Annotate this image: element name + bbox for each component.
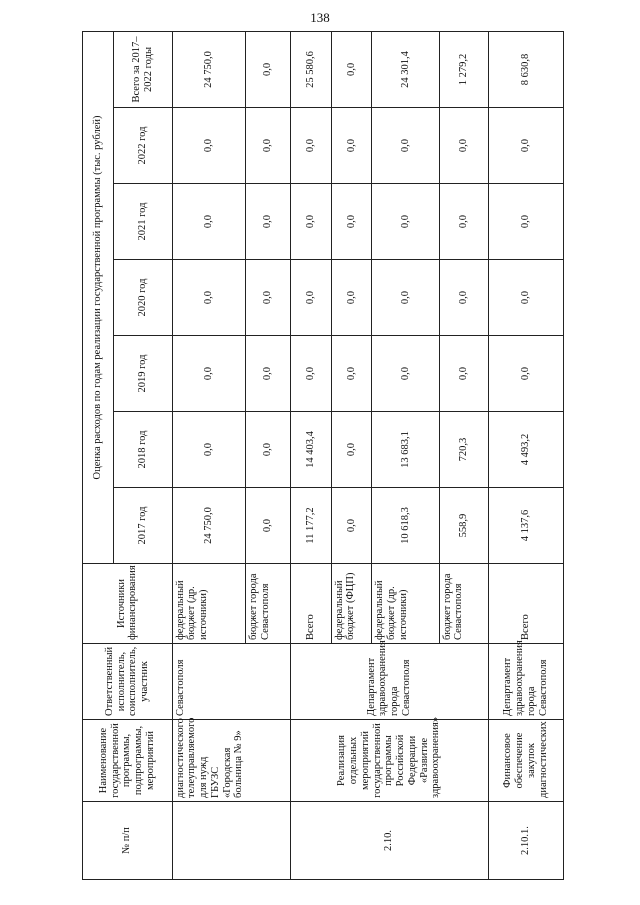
row-value: 0,0 [246, 336, 291, 412]
row-total: 0,0 [331, 31, 372, 107]
row-value: 0,0 [372, 260, 439, 336]
row-value: 0,0 [290, 336, 331, 412]
row-value: 0,0 [246, 412, 291, 488]
table-row [488, 31, 564, 879]
row-value: 0,0 [172, 336, 245, 412]
header-num: № п/п [83, 802, 173, 880]
row-value: 0,0 [488, 184, 564, 260]
row-num: 2.10.1. [488, 802, 564, 880]
row-value: 11 177,2 [290, 488, 331, 564]
page-number: 138 [310, 10, 330, 25]
row-value: 4 137,6 [488, 488, 564, 564]
header-year: 2019 год [113, 336, 172, 412]
financing-table [82, 31, 564, 880]
row-value: 0,0 [290, 108, 331, 184]
row-value: 0,0 [172, 108, 245, 184]
row-value: 0,0 [172, 184, 245, 260]
header-executor: Ответственный исполнитель, соисполнитель, участник [83, 644, 173, 720]
row-value: 0,0 [331, 412, 372, 488]
header-year: 2017 год [113, 488, 172, 564]
row-value: 0,0 [372, 184, 439, 260]
rotated-table-area [82, 32, 564, 880]
row-source: федеральный бюджет (др. источники) [372, 564, 439, 644]
row-source: Всего [290, 564, 331, 644]
row-value: 10 618,3 [372, 488, 439, 564]
row-total: 25 580,6 [290, 31, 331, 107]
row-total: 24 301,4 [372, 31, 439, 107]
row-value: 0,0 [488, 260, 564, 336]
row-value: 0,0 [488, 336, 564, 412]
row-executor: Департамент здравоохранения города Севастополя [290, 644, 488, 720]
row-value: 0,0 [439, 108, 488, 184]
table-row [172, 31, 245, 879]
row-value: 24 750,0 [172, 488, 245, 564]
row-total: 24 750,0 [172, 31, 245, 107]
row-num [172, 802, 290, 880]
row-value: 0,0 [331, 184, 372, 260]
header-year: 2020 год [113, 260, 172, 336]
row-total: 8 630,8 [488, 31, 564, 107]
header-year: 2018 год [113, 412, 172, 488]
row-value: 0,0 [290, 184, 331, 260]
header-year: 2021 год [113, 184, 172, 260]
row-value: 0,0 [331, 488, 372, 564]
row-value: 0,0 [439, 260, 488, 336]
row-total: 1 279,2 [439, 31, 488, 107]
header-estimate: Оценка расходов по годам реализации государственной программы (тыс. рублей) [83, 31, 114, 563]
row-executor: Департамент здравоохранения города Севастополя [488, 644, 564, 720]
row-source: федеральный бюджет (ФЦП) [331, 564, 372, 644]
row-value: 14 403,4 [290, 412, 331, 488]
row-value: 0,0 [439, 336, 488, 412]
row-source: бюджет города Севастополя [439, 564, 488, 644]
row-value: 0,0 [372, 108, 439, 184]
row-num: 2.10. [290, 802, 488, 880]
row-value: 0,0 [246, 108, 291, 184]
row-source: бюджет города Севастополя [246, 564, 291, 644]
row-value: 0,0 [488, 108, 564, 184]
row-value: 0,0 [172, 412, 245, 488]
table-wrapper [82, 32, 564, 880]
header-name: Наименование государственной программы, подпрограммы, мероприятий [83, 720, 173, 802]
row-value: 0,0 [246, 260, 291, 336]
header-year: 2022 год [113, 108, 172, 184]
row-value: 0,0 [331, 336, 372, 412]
row-name: Реализация отдельных мероприятий государственной программы Российской Федерации «Развитие здравоохранения» [290, 720, 488, 802]
row-name: Финансовое обеспечение закупок диагностических [488, 720, 564, 802]
table-row [290, 31, 331, 879]
row-value: 13 683,1 [372, 412, 439, 488]
row-value: 0,0 [246, 184, 291, 260]
row-name: диагностического телеуправляемого для нужд ГБУЗС «Городская больница № 9» [172, 720, 290, 802]
row-value: 0,0 [290, 260, 331, 336]
row-source: Всего [488, 564, 564, 644]
row-value: 558,9 [439, 488, 488, 564]
row-total: 0,0 [246, 31, 291, 107]
row-value: 0,0 [372, 336, 439, 412]
row-value: 720,3 [439, 412, 488, 488]
row-value: 0,0 [246, 488, 291, 564]
header-source: Источники финансирования [83, 564, 173, 644]
row-value: 4 493,2 [488, 412, 564, 488]
row-value: 0,0 [439, 184, 488, 260]
row-value: 0,0 [172, 260, 245, 336]
row-value: 0,0 [331, 260, 372, 336]
header-year-total: Всего за 2017–2022 годы [113, 31, 172, 107]
row-value: 0,0 [331, 108, 372, 184]
row-source: федеральный бюджет (др. источники) [172, 564, 245, 644]
row-executor: Севастополя [172, 644, 290, 720]
